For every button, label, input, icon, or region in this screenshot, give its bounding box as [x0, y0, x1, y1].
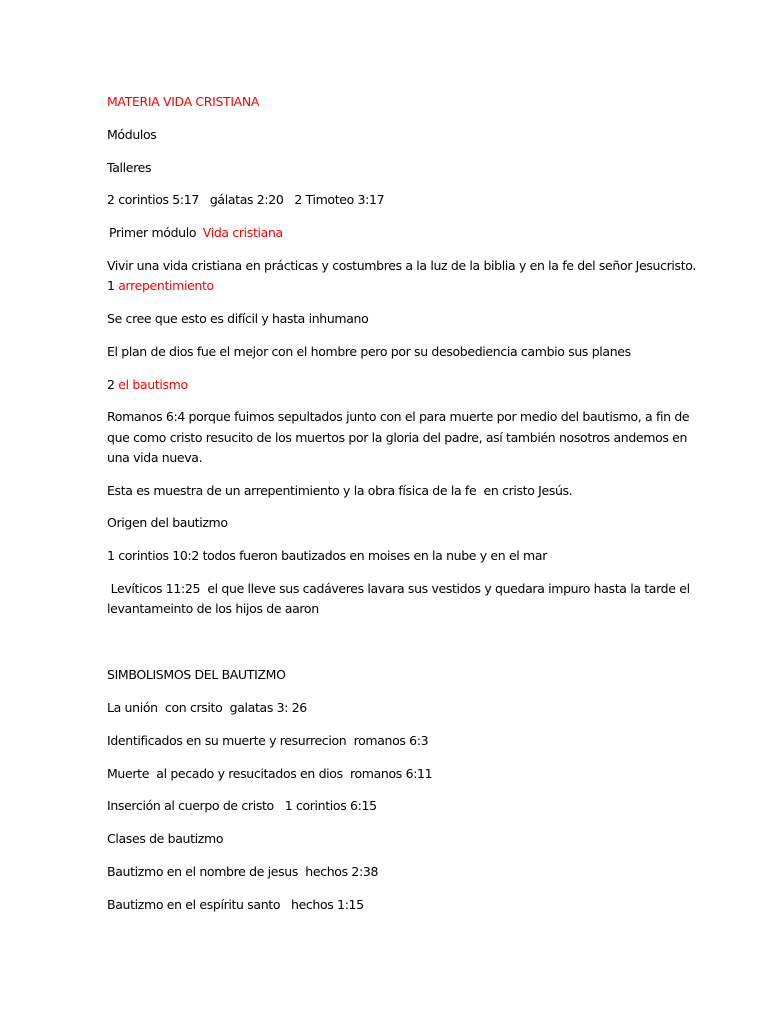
origen-heading: Origen del bautizmo — [107, 515, 228, 530]
item-2-number: 2 — [107, 377, 115, 392]
bautizmo-espiritu-text: Bautizmo en el espíritu santo hechos 1:15 — [107, 897, 364, 912]
document-title: MATERIA VIDA CRISTIANA — [107, 94, 260, 109]
scripture-references: 2 corintios 5:17 gálatas 2:20 2 Timoteo 3:17 — [107, 192, 385, 207]
insercion-text: Inserción al cuerpo de cristo 1 corintios 6:15 — [107, 798, 377, 813]
union-text: La unión con crsito galatas 3: 26 — [107, 700, 307, 715]
levitico-line-2: levantameinto de los hijos de aaron — [107, 601, 319, 616]
romanos-line-2: que como cristo resucito de los muertos por la gloria del padre, así también nosotros andemos en — [107, 430, 688, 445]
romanos-line-1: Romanos 6:4 porque fuimos sepultados junto con el para muerte por medio del bautismo, a fin de — [107, 409, 690, 424]
vivir-paragraph: Vivir una vida cristiana en prácticas y costumbres a la luz de la biblia y en la fe del señor Jesucristo. — [107, 258, 696, 273]
item-2-title: el bautismo — [118, 377, 188, 392]
talleres-text: Talleres — [107, 160, 152, 175]
plan-dios-text: El plan de dios fue el mejor con el hombre pero por su desobediencia cambio sus planes — [107, 344, 631, 359]
clases-heading: Clases de bautizmo — [107, 831, 224, 846]
primer-modulo-title: Vida cristiana — [202, 225, 283, 240]
corintios-10-text: 1 corintios 10:2 todos fueron bautizados en moises en la nube y en el mar — [107, 548, 547, 563]
identificados-text: Identificados en su muerte y resurrecion romanos 6:3 — [107, 733, 429, 748]
item-1-number: 1 — [107, 278, 115, 293]
primer-modulo-heading — [107, 222, 667, 243]
primer-modulo-label: Primer módulo — [109, 225, 197, 240]
modulos-text: Módulos — [107, 127, 157, 142]
muerte-text: Muerte al pecado y resucitados en dios romanos 6:11 — [107, 766, 433, 781]
item-2-heading — [107, 374, 667, 395]
bautizmo-jesus-text: Bautizmo en el nombre de jesus hechos 2:38 — [107, 864, 379, 879]
levitico-line-1: Levíticos 11:25 el que lleve sus cadáveres lavara sus vestidos y quedara impuro hasta la tarde el — [107, 581, 690, 596]
esta-es-text: Esta es muestra de un arrepentimiento y la obra física de la fe en cristo Jesús. — [107, 483, 573, 498]
se-cree-text: Se cree que esto es difícil y hasta inhumano — [107, 311, 369, 326]
simbolismos-heading: SIMBOLISMOS DEL BAUTIZMO — [107, 667, 286, 682]
romanos-line-3: una vida nueva. — [107, 450, 203, 465]
item-1-title: arrepentimiento — [118, 278, 214, 293]
item-1-heading — [107, 275, 667, 296]
